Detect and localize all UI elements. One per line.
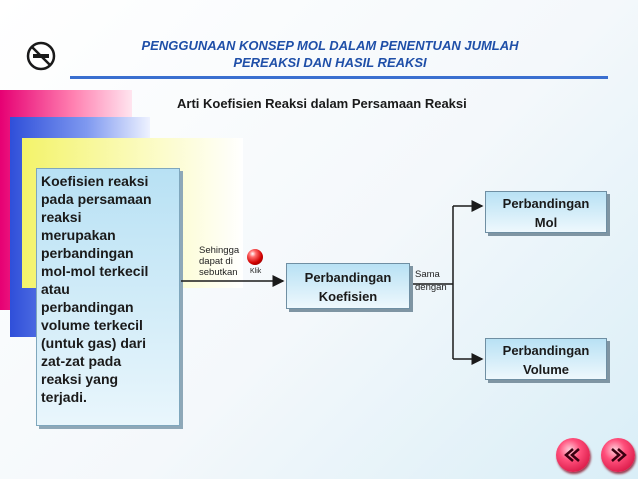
klik-label: Klik (250, 268, 262, 275)
definition-line: (untuk gas) dari (41, 335, 147, 351)
box-line: Volume (523, 362, 569, 377)
previous-button[interactable] (556, 438, 590, 472)
definition-line: reaksi (41, 209, 82, 225)
perbandingan-koefisien-box (286, 263, 410, 309)
sama-line: Sama (415, 269, 440, 280)
definition-line: reaksi yang (41, 371, 119, 387)
definition-line: merupakan (41, 227, 116, 243)
box-line: Perbandingan (502, 343, 590, 358)
definition-line: perbandingan (41, 299, 134, 315)
note-line: Sehingga (199, 245, 240, 256)
note-text (199, 245, 239, 278)
definition-line: perbandingan (41, 245, 134, 261)
next-button[interactable] (601, 438, 635, 472)
definition-line: Koefisien reaksi (41, 173, 149, 189)
perbandingan-volume-box (485, 338, 607, 380)
definition-line: mol-mol terkecil (41, 263, 149, 279)
sama-dengan-label (415, 268, 447, 294)
title-line-2: PEREAKSI DAN HASIL REAKSI (233, 55, 427, 70)
sama-line: dengan (415, 282, 447, 293)
note-line: sebutkan (199, 267, 238, 278)
box-line: Mol (534, 215, 558, 230)
subtitle: Arti Koefisien Reaksi dalam Persamaan Reaksi (177, 96, 467, 111)
definition-line: volume terkecil (41, 317, 143, 333)
perbandingan-mol-box (485, 191, 607, 233)
definition-line: atau (41, 281, 70, 297)
note-line: dapat di (199, 256, 233, 267)
definition-line: zat-zat pada (41, 353, 122, 369)
box-line: Perbandingan (304, 270, 392, 285)
definition-line: terjadi. (41, 389, 87, 405)
box-line: Perbandingan (502, 196, 590, 211)
back-arrow-icon (563, 445, 583, 465)
klik-button[interactable] (247, 249, 263, 265)
definition-line: pada persamaan (41, 191, 152, 207)
forward-arrow-icon (608, 445, 628, 465)
box-line: Koefisien (318, 289, 378, 304)
title-line-1: PENGGUNAAN KONSEP MOL DALAM PENENTUAN JUMLAH (141, 38, 519, 53)
